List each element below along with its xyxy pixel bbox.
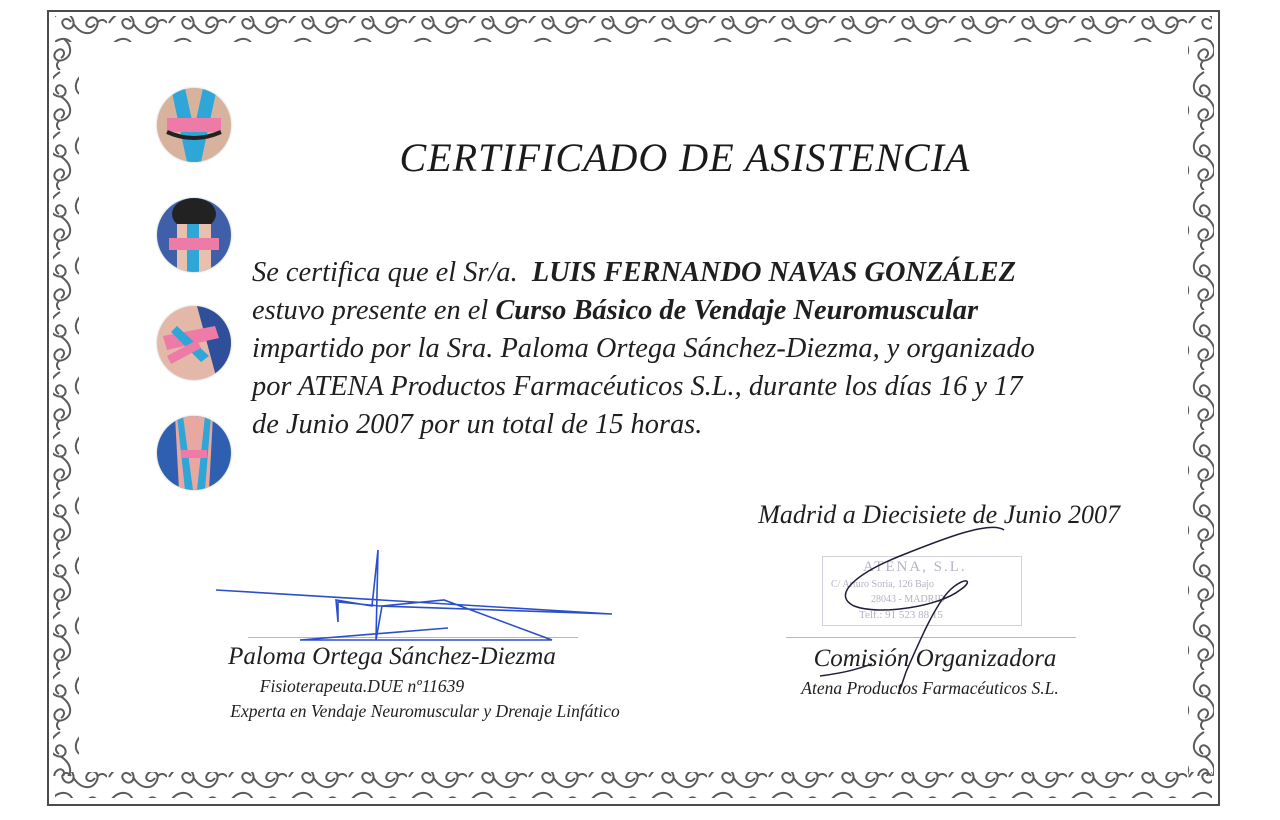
- instructor-text: impartido por la Sra. Paloma Ortega Sánchez-Diezma, y organizado: [252, 333, 1035, 364]
- certificate-body: [252, 254, 1122, 444]
- taping-knee-photo-icon: [157, 416, 231, 490]
- certificate-title: CERTIFICADO DE ASISTENCIA: [399, 135, 971, 180]
- stamp-line-1: ATENA, S.L.: [863, 559, 967, 575]
- right-signer-company: Atena Productos Farmacéuticos S.L.: [801, 678, 1059, 698]
- taping-neck-photo-icon: [157, 198, 231, 272]
- presence-text: estuvo presente en el: [252, 295, 489, 326]
- company-stamp: [822, 556, 1022, 626]
- left-signer-specialty: Experta en Vendaje Neuromuscular y Drenaje Linfático: [230, 701, 620, 721]
- stamp-line-4: Telf.: 91 523 88 15: [859, 609, 943, 621]
- right-signer-name: Comisión Organizadora: [813, 645, 1057, 672]
- duration-text: de Junio 2007 por un total de 15 horas.: [252, 409, 703, 440]
- recipient-name: LUIS FERNANDO NAVAS GONZÁLEZ: [531, 257, 1016, 288]
- stamp-line-3: 28043 - MADRID: [871, 594, 945, 605]
- right-signature-line: [786, 637, 1076, 638]
- left-signer-role: Fisioterapeuta.DUE nº11639: [259, 676, 465, 696]
- organizer-text: por ATENA Productos Farmacéuticos S.L., durante los días 16 y 17: [252, 371, 1023, 402]
- taping-back-photo-icon: [157, 88, 231, 162]
- stamp-line-2: C/ Arturo Soria, 126 Bajo: [831, 579, 935, 590]
- intro-text: Se certifica que el Sr/a.: [252, 257, 518, 288]
- place-date: Madrid a Diecisiete de Junio 2007: [758, 500, 1120, 529]
- left-signer-name: Paloma Ortega Sánchez-Diezma: [228, 643, 556, 670]
- left-signature-line: [248, 637, 578, 638]
- taping-shoulder-photo-icon: [157, 306, 231, 380]
- course-name: Curso Básico de Vendaje Neuromuscular: [495, 295, 979, 326]
